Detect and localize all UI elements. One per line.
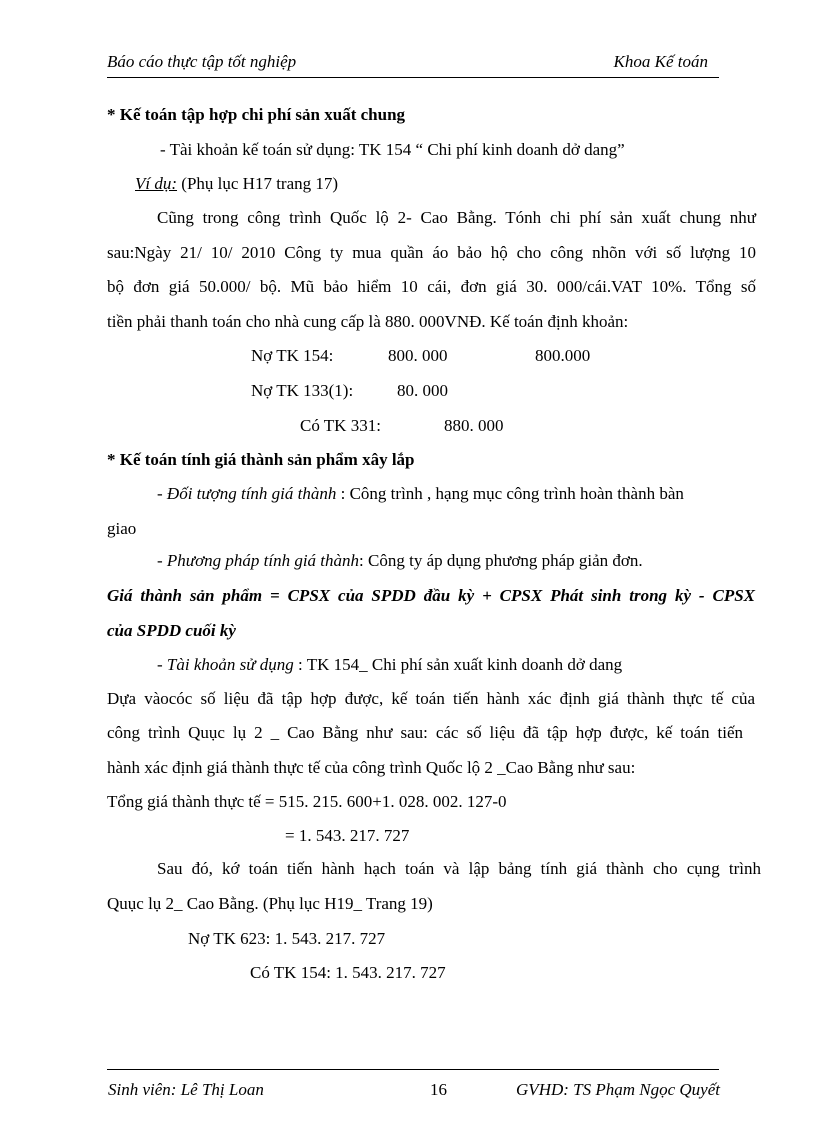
section1-para-line-2: sau:Ngày 21/ 10/ 2010 Công ty mua quần áo bảo hộ cho công nhõn với số lượng 10 bbox=[107, 243, 756, 262]
example-label: Ví dụ: bbox=[135, 174, 178, 193]
account-label: - Tài khoản sử dụng bbox=[157, 655, 294, 674]
object-line bbox=[157, 483, 684, 505]
footer-student: Sinh viên: Lê Thị Loan bbox=[108, 1080, 264, 1099]
method-label: - Phương pháp tính giá thành bbox=[157, 551, 360, 570]
footer-page-number: 16 bbox=[430, 1080, 447, 1099]
entry-debit-623: Nợ TK 623: 1. 543. 217. 727 bbox=[188, 929, 386, 948]
object-cont: giao bbox=[107, 519, 137, 538]
formula-line-1: Giá thành sản phẩm = CPSX của SPDD đầu kỳ + CPSX Phát sinh trong kỳ - CPSX bbox=[107, 586, 755, 605]
account-line bbox=[157, 654, 622, 676]
header-divider bbox=[107, 77, 719, 78]
entry-label-credit-331: Có TK 331: bbox=[300, 416, 381, 435]
footer-advisor: GVHD: TS Phạm Ngọc Quyết bbox=[516, 1080, 720, 1099]
header-right: Khoa Kế toán bbox=[613, 52, 708, 71]
account-text: : TK 154_ Chi phí sản xuất kinh doanh dở dang bbox=[293, 655, 623, 674]
footer-divider bbox=[107, 1069, 719, 1070]
example-ref: (Phụ lục H17 trang 17) bbox=[177, 174, 339, 193]
entry-amount-debit-133: 80. 000 bbox=[397, 381, 448, 400]
object-label: - Đối tượng tính giá thành bbox=[157, 484, 337, 503]
section1-para-line-4: tiền phải thanh toán cho nhà cung cấp là 880. 000VNĐ. Kế toán định khoản: bbox=[107, 312, 629, 331]
section2-para-line-3: hành xác định giá thành thực tế của công trình Quốc lộ 2 _Cao Bằng như sau: bbox=[107, 758, 636, 777]
section1-para-line-1: Cũng trong công trình Quốc lộ 2- Cao Bằng. Tónh chi phí sản xuất chung như bbox=[157, 208, 756, 227]
section1-title: * Kế toán tập hợp chi phí sản xuất chung bbox=[107, 105, 406, 124]
entry-amount-credit-331: 880. 000 bbox=[444, 416, 504, 435]
after-line-1: Sau đó, kớ toán tiến hành hạch toán và lập bảng tính giá thành cho cụng trình bbox=[157, 859, 761, 878]
total-line: Tổng giá thành thực tế = 515. 215. 600+1. 028. 002. 127-0 bbox=[107, 792, 507, 811]
method-text: : Công ty áp dụng phương pháp giản đơn. bbox=[359, 551, 643, 570]
section2-para-line-2: công trình Quục lụ 2 _ Cao Bằng như sau: các số liệu đã tập hợp được, kế toán tiến bbox=[107, 723, 743, 742]
section2-title: * Kế toán tính giá thành sản phẩm xây lắp bbox=[107, 450, 415, 469]
entry-amount2-debit-154: 800.000 bbox=[535, 346, 591, 365]
object-text: : Công trình , hạng mục công trình hoàn thành bàn bbox=[336, 484, 684, 503]
after-line-2: Quục lụ 2_ Cao Bằng. (Phụ lục H19_ Trang 19) bbox=[107, 894, 433, 913]
section1-para-line-3: bộ đơn giá 50.000/ bộ. Mũ bảo hiểm 10 cái, đơn giá 30. 000/cái.VAT 10%. Tổng số bbox=[107, 277, 756, 296]
example-line bbox=[135, 173, 338, 195]
header-left: Báo cáo thực tập tốt nghiệp bbox=[107, 52, 297, 71]
entry-amount-debit-154: 800. 000 bbox=[388, 346, 448, 365]
section1-account: - Tài khoản kế toán sử dụng: TK 154 “ Chi phí kinh doanh dở dang” bbox=[160, 140, 625, 159]
formula-line-2: của SPDD cuối kỳ bbox=[107, 621, 236, 640]
entry-label-debit-154: Nợ TK 154: bbox=[251, 346, 334, 365]
entry-label-debit-133: Nợ TK 133(1): bbox=[251, 381, 354, 400]
method-line bbox=[157, 550, 643, 572]
total-result: = 1. 543. 217. 727 bbox=[285, 826, 410, 845]
section2-para-line-1: Dựa vàocóc số liệu đã tập hợp được, kế toán tiến hành xác định giá thành thực tế của bbox=[107, 689, 755, 708]
entry-credit-154: Có TK 154: 1. 543. 217. 727 bbox=[250, 963, 446, 982]
